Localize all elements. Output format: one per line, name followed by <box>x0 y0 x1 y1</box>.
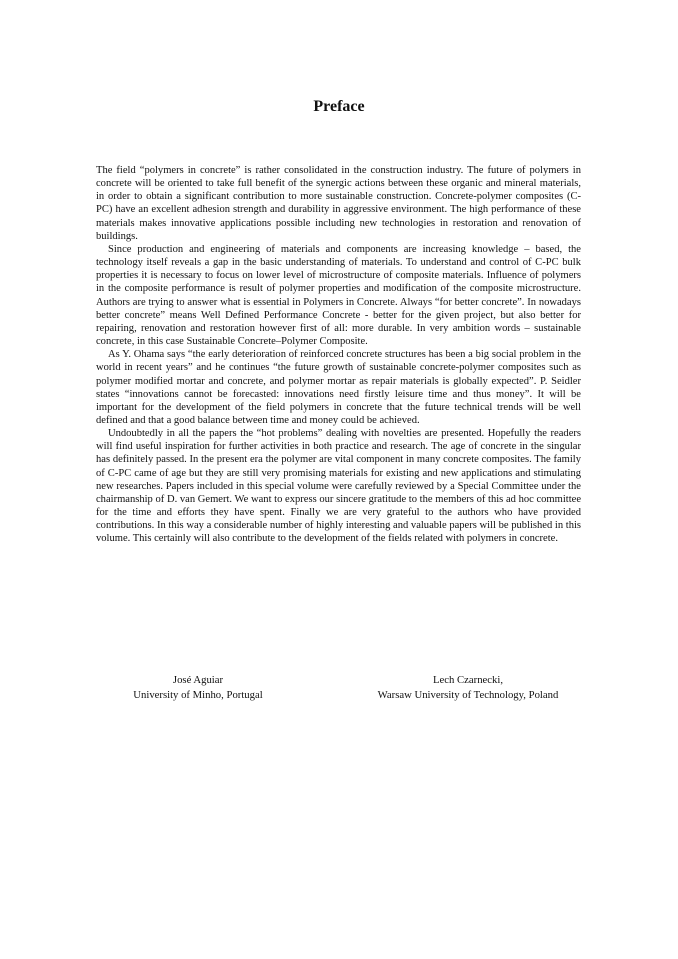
preface-body <box>96 164 581 546</box>
signature-czarnecki <box>350 673 586 703</box>
signature-affiliation: University of Minho, Portugal <box>133 689 263 701</box>
signature-aguiar <box>110 673 286 703</box>
signature-name: Lech Czarnecki, <box>432 674 504 686</box>
page-title: Preface <box>313 98 365 115</box>
paragraph-1: The field “polymers in concrete” is rather consolidated in the construction industry. The future of polymers in concrete will be oriented to take full benefit of the synergic actions between these organic and mineral materials, in order to obtain a significant contribution to more sustainable construction. Concrete-polymer composites (C-PC) have an excellent adhesion strength and durability in aggressive environment. The high performance of these materials makes innovative applications possible including new technologies in restoration and renovation of buildings. <box>96 165 581 242</box>
paragraph-2: Since production and engineering of materials and components are increasing knowledge – based, the technology itself reveals a gap in the basic understanding of materials. To understand and control of C-PC bulk properties it is necessary to focus on lower level of microstructure of composite materials. Influence of polymers in the composite performance is result of polymer properties and modification of the composite microstructure. Authors are trying to answer what is essential in Polymers in Concrete. Always “for better concrete”. In nowadays better concrete” means Well Defined Performance Concrete - better for the given project, but also better for repairing, renovation and restoration however first of all: more durable. In very ambition words – sustainable concrete, in this case Sustainable Concrete–Polymer Composite. <box>96 243 581 348</box>
paragraph-4: Undoubtedly in all the papers the “hot problems” dealing with novelties are presented. Hopefully the readers will find useful inspiration for further activities in both practice and research. The age of concrete in the singular has definitely passed. In the present era the polymer are vital component in many concrete composites. The family of C-PC came of age but they are still very promising materials for existing and new applications and stimulating new researches. Papers included in this special volume were carefully reviewed by a Special Committee under the chairmanship of D. van Gemert. We want to express our sincere gratitude to the members of this ad hoc committee for the time and efforts they have spent. Finally we are very grateful to the authors who have provided contributions. In this way a considerable number of highly interesting and valuable papers will be published in this volume. This certainly will also contribute to the development of the fields related with polymers in concrete. <box>96 428 581 545</box>
signature-affiliation: Warsaw University of Technology, Poland <box>377 689 559 701</box>
paragraph-3: As Y. Ohama says “the early deterioration of reinforced concrete structures has been a big social problem in the world in recent years” and he continues “the future growth of sustainable concrete-polymer composites such as polymer modified mortar and concrete, and polymer mortar as repair materials is globally expected”. P. Seidler states “innovations cannot be forecasted: innovations need firstly leisure time and thus money”. It will be important for the development of the field polymers in concrete that the future technical trends will be well defined and that a good balance between time and money could be achieved. <box>96 349 581 426</box>
signature-name: José Aguiar <box>172 674 224 686</box>
